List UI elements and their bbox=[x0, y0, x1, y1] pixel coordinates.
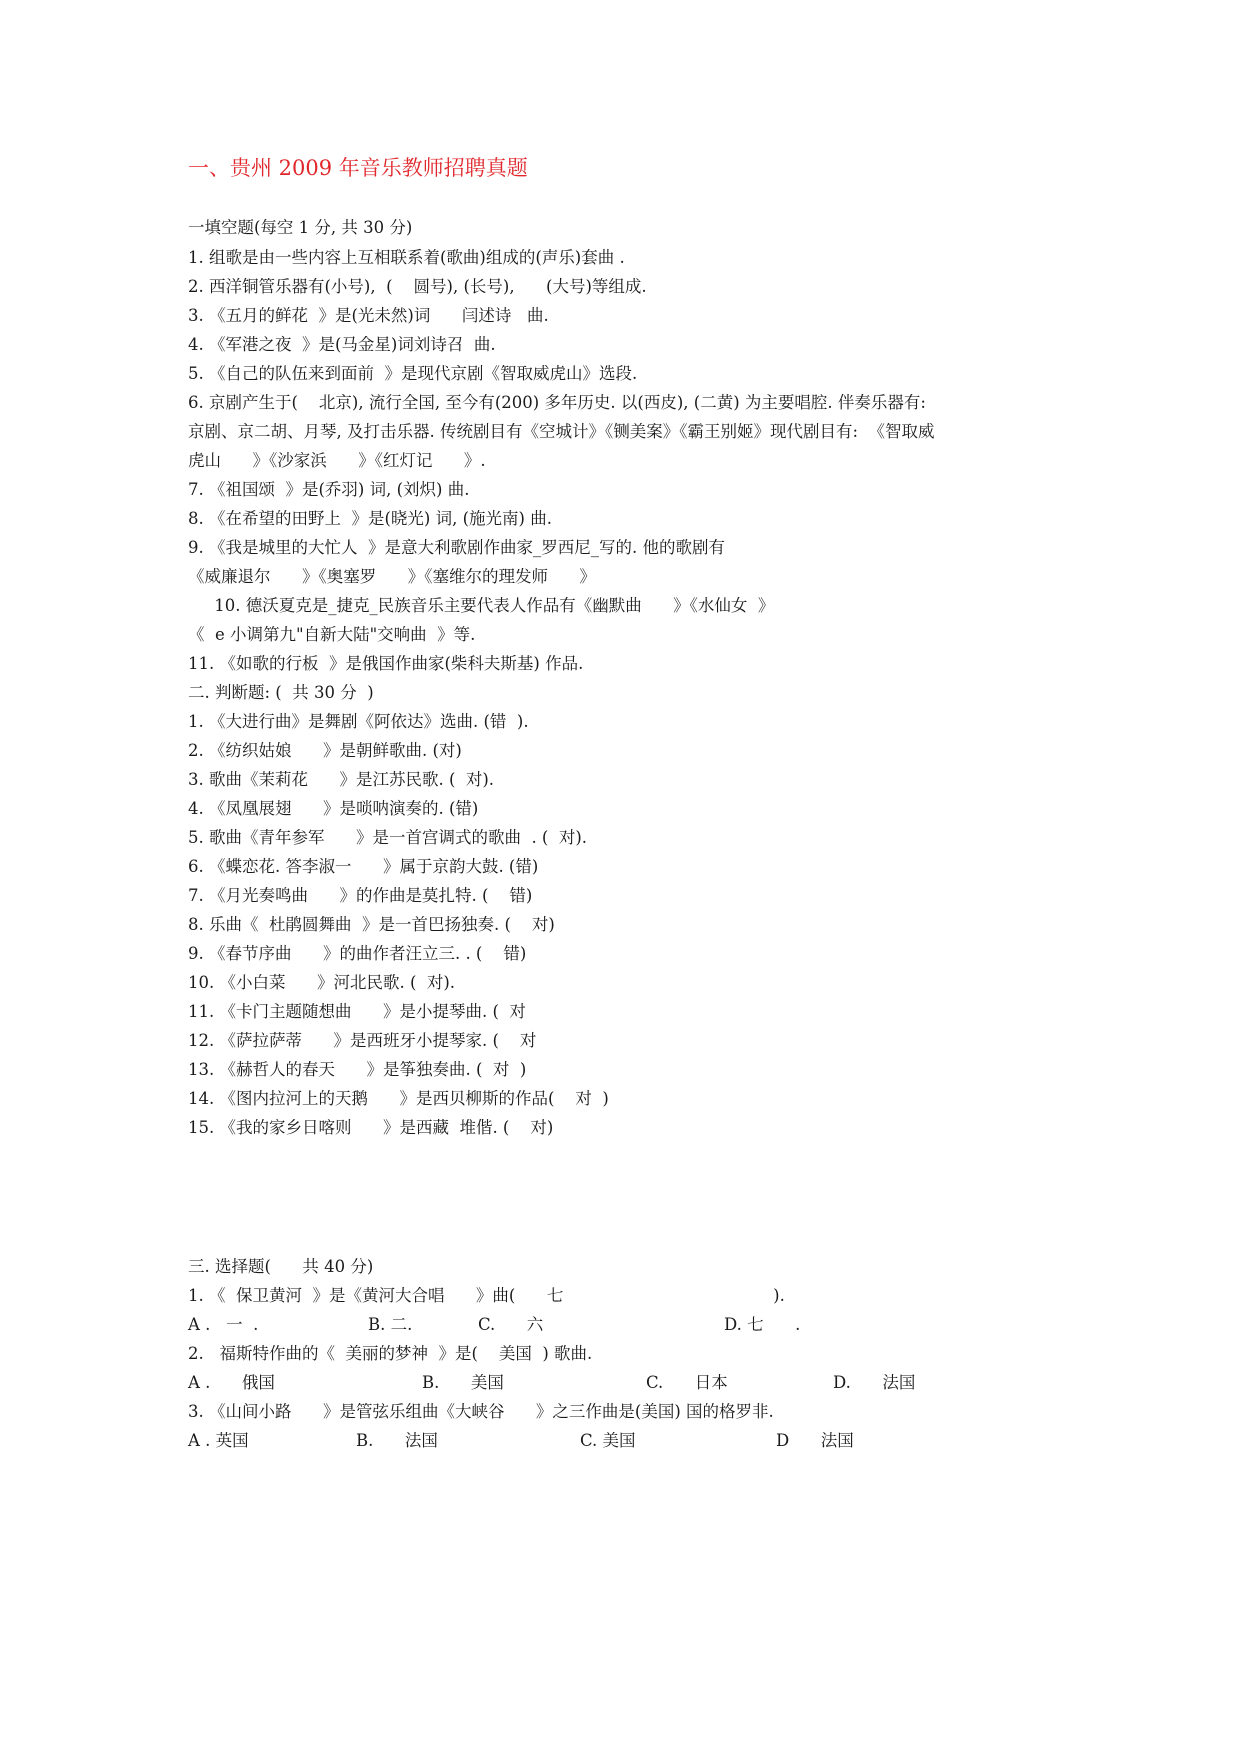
fill-question-4: 4. 《军港之夜 》是(马金星)词刘诗召 曲. bbox=[188, 335, 496, 354]
judge-question-6: 6. 《蝶恋花. 答李淑一 》属于京韵大鼓. (错) bbox=[188, 857, 539, 876]
fill-question-2: 2. 西洋铜管乐器有(小号), ( 圆号), (长号), (大号)等组成. bbox=[188, 277, 647, 296]
document-title: 一、贵州 2009 年音乐教师招聘真题 bbox=[188, 156, 528, 180]
judge-question-14: 14. 《图内拉河上的天鹅 》是西贝柳斯的作品( 对 ) bbox=[188, 1089, 609, 1108]
judge-question-15: 15. 《我的家乡日喀则 》是西藏 堆偕. ( 对) bbox=[188, 1118, 554, 1137]
choice-1-option-d: D. 七 . bbox=[724, 1315, 801, 1334]
fill-question-6-cont2: 虎山 》《沙家浜 》《红灯记 》. bbox=[188, 451, 486, 470]
judge-question-13: 13. 《赫哲人的春天 》是筝独奏曲. ( 对 ) bbox=[188, 1060, 527, 1079]
choice-question-3: 3. 《山间小路 》是管弦乐组曲《大峡谷 》之三作曲是(美国) 国的格罗非. bbox=[188, 1402, 774, 1421]
choice-2-option-b: B. 美国 bbox=[422, 1373, 504, 1392]
judge-question-4: 4. 《凤凰展翅 》是唢呐演奏的. (错) bbox=[188, 799, 479, 818]
choice-question-2: 2. 福斯特作曲的《 美丽的梦神 》是( 美国 ) 歌曲. bbox=[188, 1344, 593, 1363]
fill-question-9: 9. 《我是城里的大忙人 》是意大利歌剧作曲家_罗西尼_写的. 他的歌剧有 bbox=[188, 538, 725, 557]
choice-2-option-d: D. 法国 bbox=[833, 1373, 916, 1392]
fill-question-1: 1. 组歌是由一些内容上互相联系着(歌曲)组成的(声乐)套曲 . bbox=[188, 248, 625, 267]
fill-question-9-cont: 《威廉退尔 》《奥塞罗 》《塞维尔的理发师 》 bbox=[188, 567, 596, 586]
judge-question-9: 9. 《春节序曲 》的曲作者汪立三. . ( 错) bbox=[188, 944, 527, 963]
choice-3-option-c: C. 美国 bbox=[580, 1431, 636, 1450]
judge-question-12: 12. 《萨拉萨蒂 》是西班牙小提琴家. ( 对 bbox=[188, 1031, 537, 1050]
fill-question-11: 11. 《如歌的行板 》是俄国作曲家(柴科夫斯基) 作品. bbox=[188, 654, 584, 673]
judge-question-11: 11. 《卡门主题随想曲 》是小提琴曲. ( 对 bbox=[188, 1002, 526, 1021]
judge-question-2: 2. 《纺织姑娘 》是朝鲜歌曲. (对) bbox=[188, 741, 462, 760]
choice-question-1: 1. 《 保卫黄河 》是《黄河大合唱 》曲( 七 ). bbox=[188, 1286, 785, 1305]
choice-3-option-d: D 法国 bbox=[776, 1431, 854, 1450]
choice-1-option-a: A . 一 . bbox=[188, 1315, 259, 1334]
fill-question-6: 6. 京剧产生于( 北京), 流行全国, 至今有(200) 多年历史. 以(西皮), (二黄) 为主要唱腔. 伴奏乐器有: bbox=[188, 393, 926, 412]
section3-heading: 三. 选择题( 共 40 分) bbox=[188, 1257, 374, 1276]
fill-question-10-cont: 《 e 小调第九"自新大陆"交响曲 》等. bbox=[188, 625, 476, 644]
choice-1-option-c: C. 六 bbox=[478, 1315, 544, 1334]
fill-question-3: 3. 《五月的鲜花 》是(光未然)词 闫述诗 曲. bbox=[188, 306, 549, 325]
fill-question-6-cont: 京剧、京二胡、月琴, 及打击乐器. 传统剧目有《空城计》《铡美案》《霸王别姬》现代剧目有: 《智取威 bbox=[188, 422, 935, 441]
fill-question-7: 7. 《祖国颂 》是(乔羽) 词, (刘炽) 曲. bbox=[188, 480, 470, 499]
judge-question-3: 3. 歌曲《茉莉花 》是江苏民歌. ( 对). bbox=[188, 770, 495, 789]
judge-question-7: 7. 《月光奏鸣曲 》的作曲是莫扎特. ( 错) bbox=[188, 886, 533, 905]
fill-question-8: 8. 《在希望的田野上 》是(晓光) 词, (施光南) 曲. bbox=[188, 509, 552, 528]
judge-question-1: 1. 《大进行曲》是舞剧《阿依达》选曲. (错 ). bbox=[188, 712, 529, 731]
judge-question-5: 5. 歌曲《青年参军 》是一首宫调式的歌曲 . ( 对). bbox=[188, 828, 588, 847]
choice-3-option-b: B. 法国 bbox=[356, 1431, 438, 1450]
choice-1-option-b: B. 二. bbox=[368, 1315, 413, 1334]
section1-heading: 一填空题(每空 1 分, 共 30 分) bbox=[188, 218, 413, 237]
choice-3-option-a: A . 英国 bbox=[188, 1431, 249, 1450]
choice-2-option-c: C. 日本 bbox=[646, 1373, 728, 1392]
fill-question-10: 10. 德沃夏克是_捷克_民族音乐主要代表人作品有《幽默曲 》《水仙女 》 bbox=[188, 596, 775, 615]
section2-heading: 二. 判断题: ( 共 30 分 ) bbox=[188, 683, 374, 702]
judge-question-10: 10. 《小白菜 》河北民歌. ( 对). bbox=[188, 973, 456, 992]
choice-2-option-a: A . 俄国 bbox=[188, 1373, 275, 1392]
fill-question-5: 5. 《自己的队伍来到面前 》是现代京剧《智取威虎山》选段. bbox=[188, 364, 638, 383]
judge-question-8: 8. 乐曲《 杜鹃圆舞曲 》是一首巴扬独奏. ( 对) bbox=[188, 915, 555, 934]
